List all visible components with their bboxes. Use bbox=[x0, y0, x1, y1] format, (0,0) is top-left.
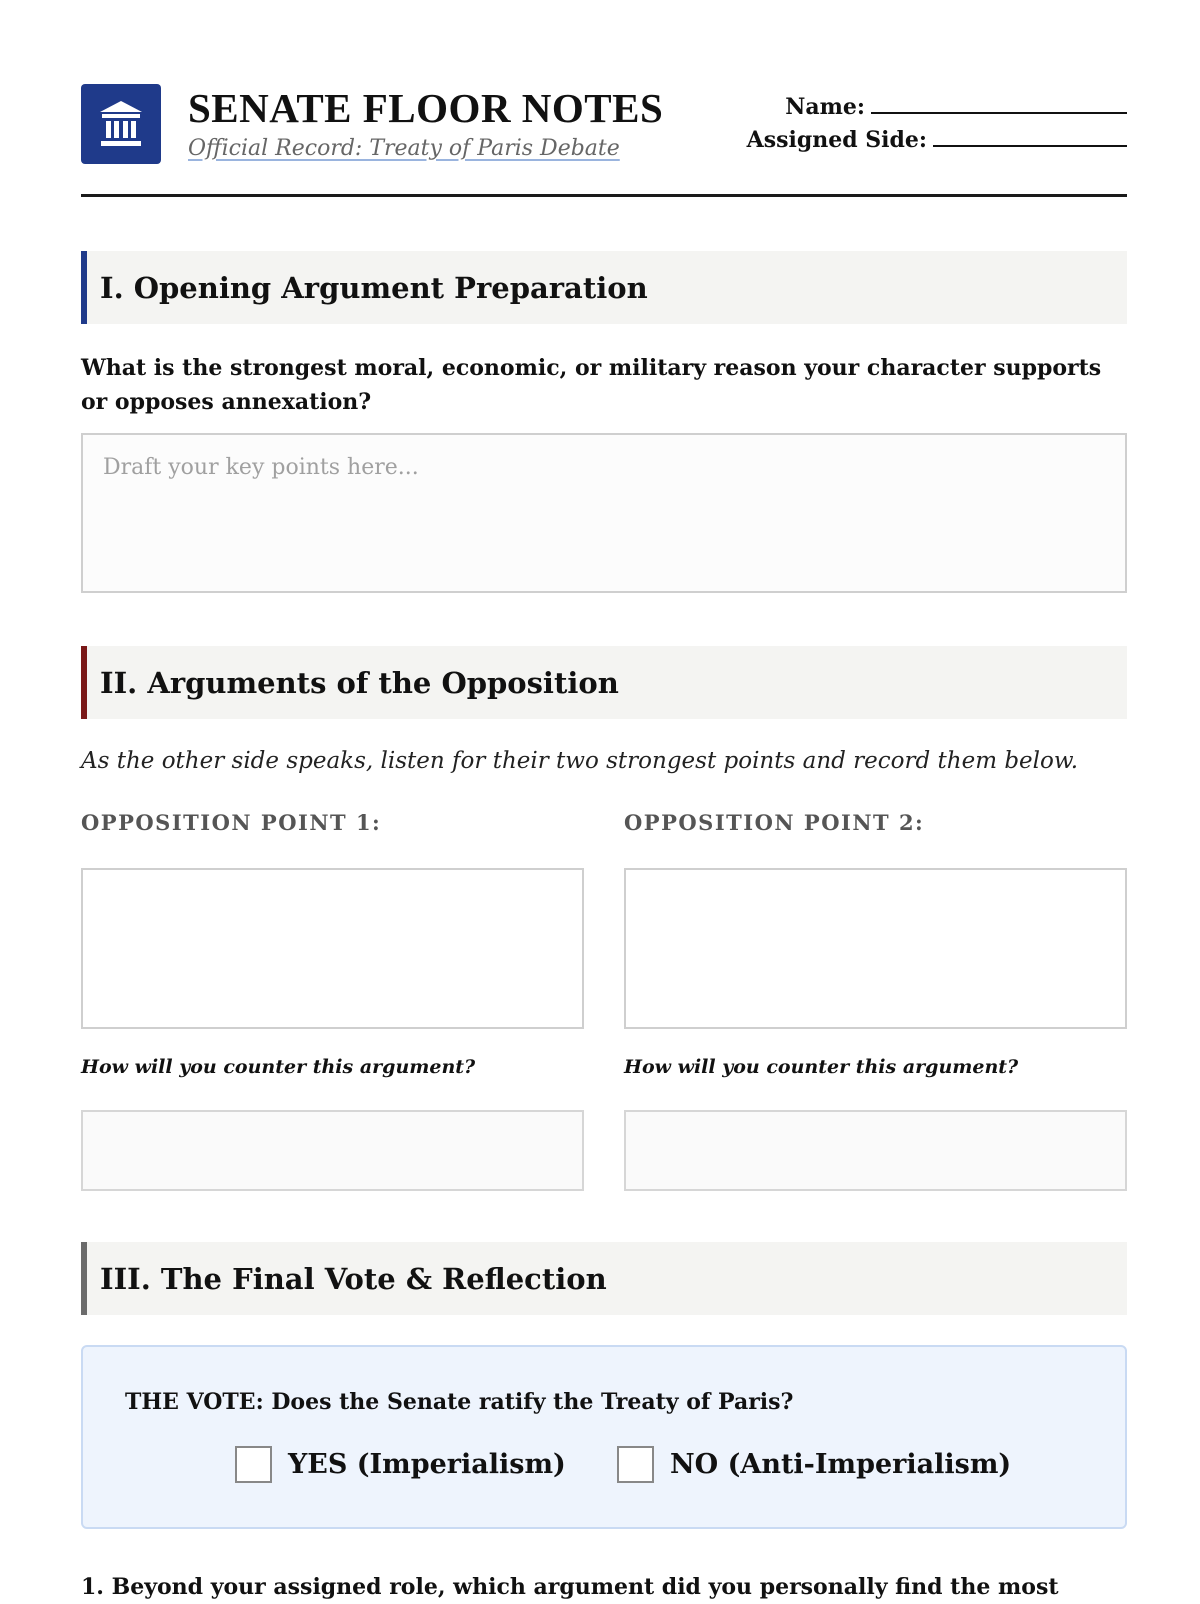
vote-no-option[interactable] bbox=[617, 1446, 1011, 1483]
vote-no-checkbox[interactable] bbox=[617, 1446, 654, 1483]
name-field[interactable] bbox=[871, 92, 1127, 114]
assigned-side-label: Assigned Side: bbox=[746, 127, 927, 153]
vote-yes-option[interactable] bbox=[235, 1446, 566, 1483]
counter-1-label: How will you counter this argument? bbox=[81, 1056, 476, 1078]
assigned-side-row bbox=[747, 125, 1127, 158]
name-label: Name: bbox=[785, 94, 865, 120]
worksheet-page bbox=[81, 0, 1127, 1600]
page-subtitle: Official Record: Treaty of Paris Debate bbox=[188, 136, 620, 161]
section-opening-argument: I. Opening Argument Preparation bbox=[81, 251, 1127, 324]
vote-panel bbox=[81, 1345, 1127, 1529]
counter-1-input[interactable] bbox=[81, 1110, 584, 1191]
opposition-point-2-label: OPPOSITION POINT 2: bbox=[624, 810, 925, 835]
counter-2-label: How will you counter this argument? bbox=[624, 1056, 1019, 1078]
capitol-building-icon bbox=[81, 84, 161, 164]
student-info bbox=[747, 92, 1127, 158]
opening-question: What is the strongest moral, economic, or military reason your character supports or opposes annexation? bbox=[81, 355, 1102, 415]
name-row bbox=[747, 92, 1127, 125]
opposition-instructions: As the other side speaks, listen for their two strongest points and record them below. bbox=[81, 748, 1079, 774]
opposition-point-1-label: OPPOSITION POINT 1: bbox=[81, 810, 382, 835]
section-final-vote: III. The Final Vote & Reflection bbox=[81, 1242, 1127, 1315]
opposition-point-2-input[interactable] bbox=[624, 868, 1127, 1029]
page-header bbox=[81, 0, 1127, 197]
opposition-point-1-input[interactable] bbox=[81, 868, 584, 1029]
reflection-question-1: 1. Beyond your assigned role, which argument did you personally find the most bbox=[81, 1574, 1059, 1600]
vote-yes-checkbox[interactable] bbox=[235, 1446, 272, 1483]
counter-2-input[interactable] bbox=[624, 1110, 1127, 1191]
vote-yes-label: YES (Imperialism) bbox=[288, 1449, 566, 1480]
section-opposition: II. Arguments of the Opposition bbox=[81, 646, 1127, 719]
assigned-side-field[interactable] bbox=[933, 125, 1127, 147]
page-title: SENATE FLOOR NOTES bbox=[188, 85, 664, 131]
vote-no-label: NO (Anti-Imperialism) bbox=[670, 1449, 1012, 1480]
vote-question: THE VOTE: Does the Senate ratify the Treaty of Paris? bbox=[125, 1389, 794, 1415]
key-points-input[interactable]: Draft your key points here... bbox=[81, 433, 1127, 593]
